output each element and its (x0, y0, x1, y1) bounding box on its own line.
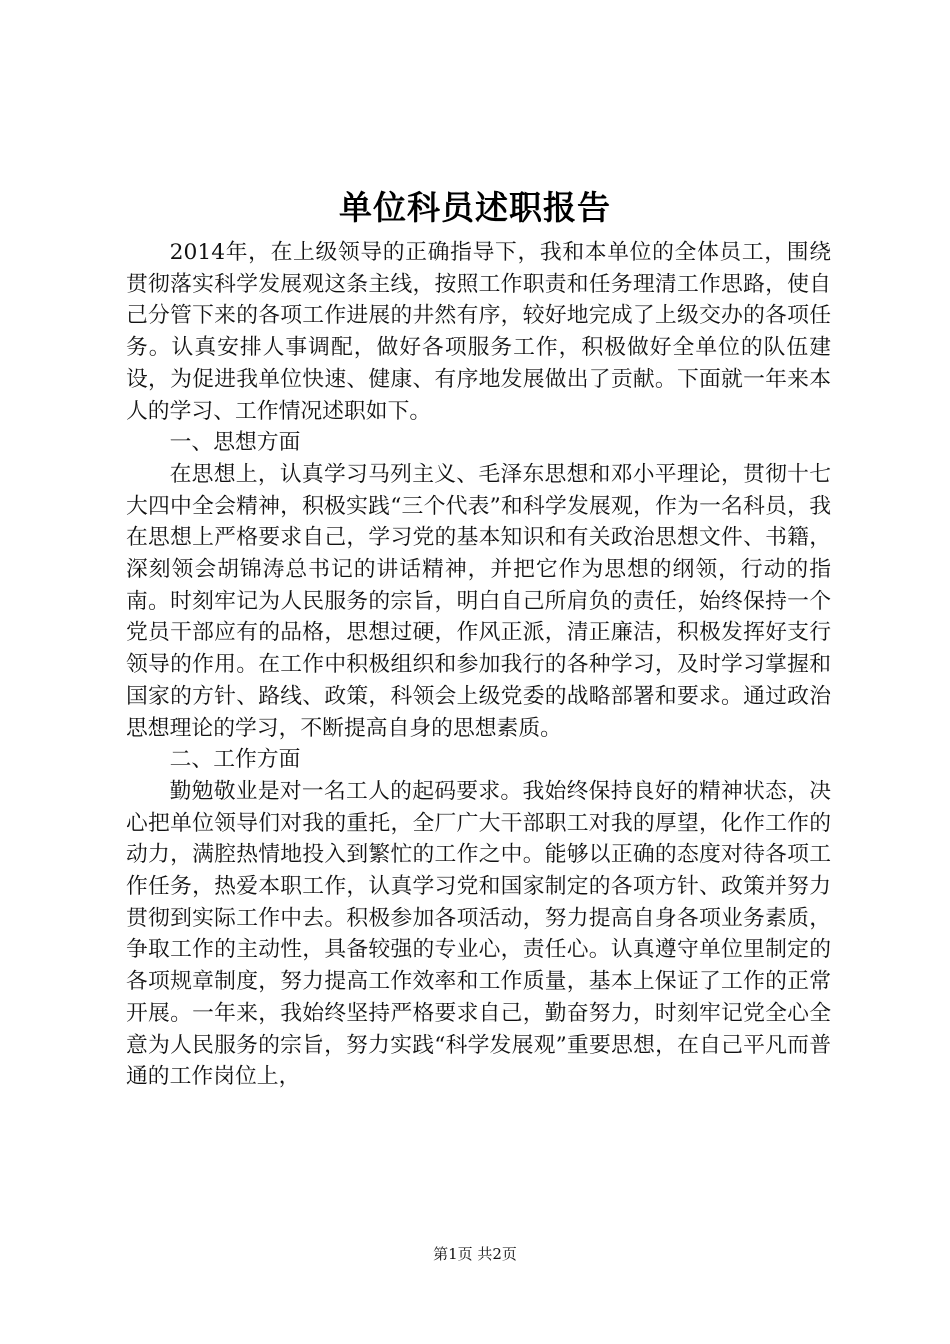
paragraph-thought: 在思想上，认真学习马列主义、毛泽东思想和邓小平理论，贯彻十七大四中全会精神，积极实践“三个代表”和科学发展观，作为一名科员，我在思想上严格要求自己，学习党的基本知识和有关政治思想文件、书籍，深刻领会胡锦涛总书记的讲话精神，并把它作为思想的纲领，行动的指南。时刻牢记为人民服务的宗旨，明白自己所肩负的责任，始终保持一个党员干部应有的品格，思想过硬，作风正派，清正廉洁，积极发挥好支行领导的作用。在工作中积极组织和参加我行的各种学习，及时学习掌握和国家的方针、路线、政策，科领会上级党委的战略部署和要求。通过政治思想理论的学习，不断提高自身的思想素质。 (126, 461, 831, 741)
paragraph-work: 勤勉敬业是对一名工人的起码要求。我始终保持良好的精神状态，决心把单位领导们对我的重托，全厂广大干部职工对我的厚望，化作工作的动力，满腔热情地投入到繁忙的工作之中。能够以正确的态度对待各项工作任务，热爱本职工作，认真学习党和国家制定的各项方针、政策并努力贯彻到实际工作中去。积极参加各项活动，努力提高自身各项业务素质，争取工作的主动性，具备较强的专业心，责任心。认真遵守单位里制定的各项规章制度，努力提高工作效率和工作质量，基本上保证了工作的正常开展。一年来，我始终坚持严格要求自己，勤奋努力，时刻牢记党全心全意为人民服务的宗旨，努力实践“科学发展观”重要思想，在自己平凡而普通的工作岗位上， (126, 778, 831, 1090)
document-body (126, 237, 831, 1093)
document-title: 单位科员述职报告 (339, 188, 611, 227)
paragraph-intro: 2014年，在上级领导的正确指导下，我和本单位的全体员工，围绕贯彻落实科学发展观这条主线，按照工作职责和任务理清工作思路，使自己分管下来的各项工作进展的井然有序，较好地完成了上级交办的各项任务。认真安排人事调配，做好各项服务工作，积极做好全单位的队伍建设，为促进我单位快速、健康、有序地发展做出了贡献。下面就一年来本人的学习、工作情况述职如下。 (126, 240, 831, 424)
section-heading-thought: 一、思想方面 (169, 430, 301, 456)
section-heading-work: 二、工作方面 (169, 747, 301, 773)
page-footer: 第1页 共2页 (433, 1245, 517, 1263)
